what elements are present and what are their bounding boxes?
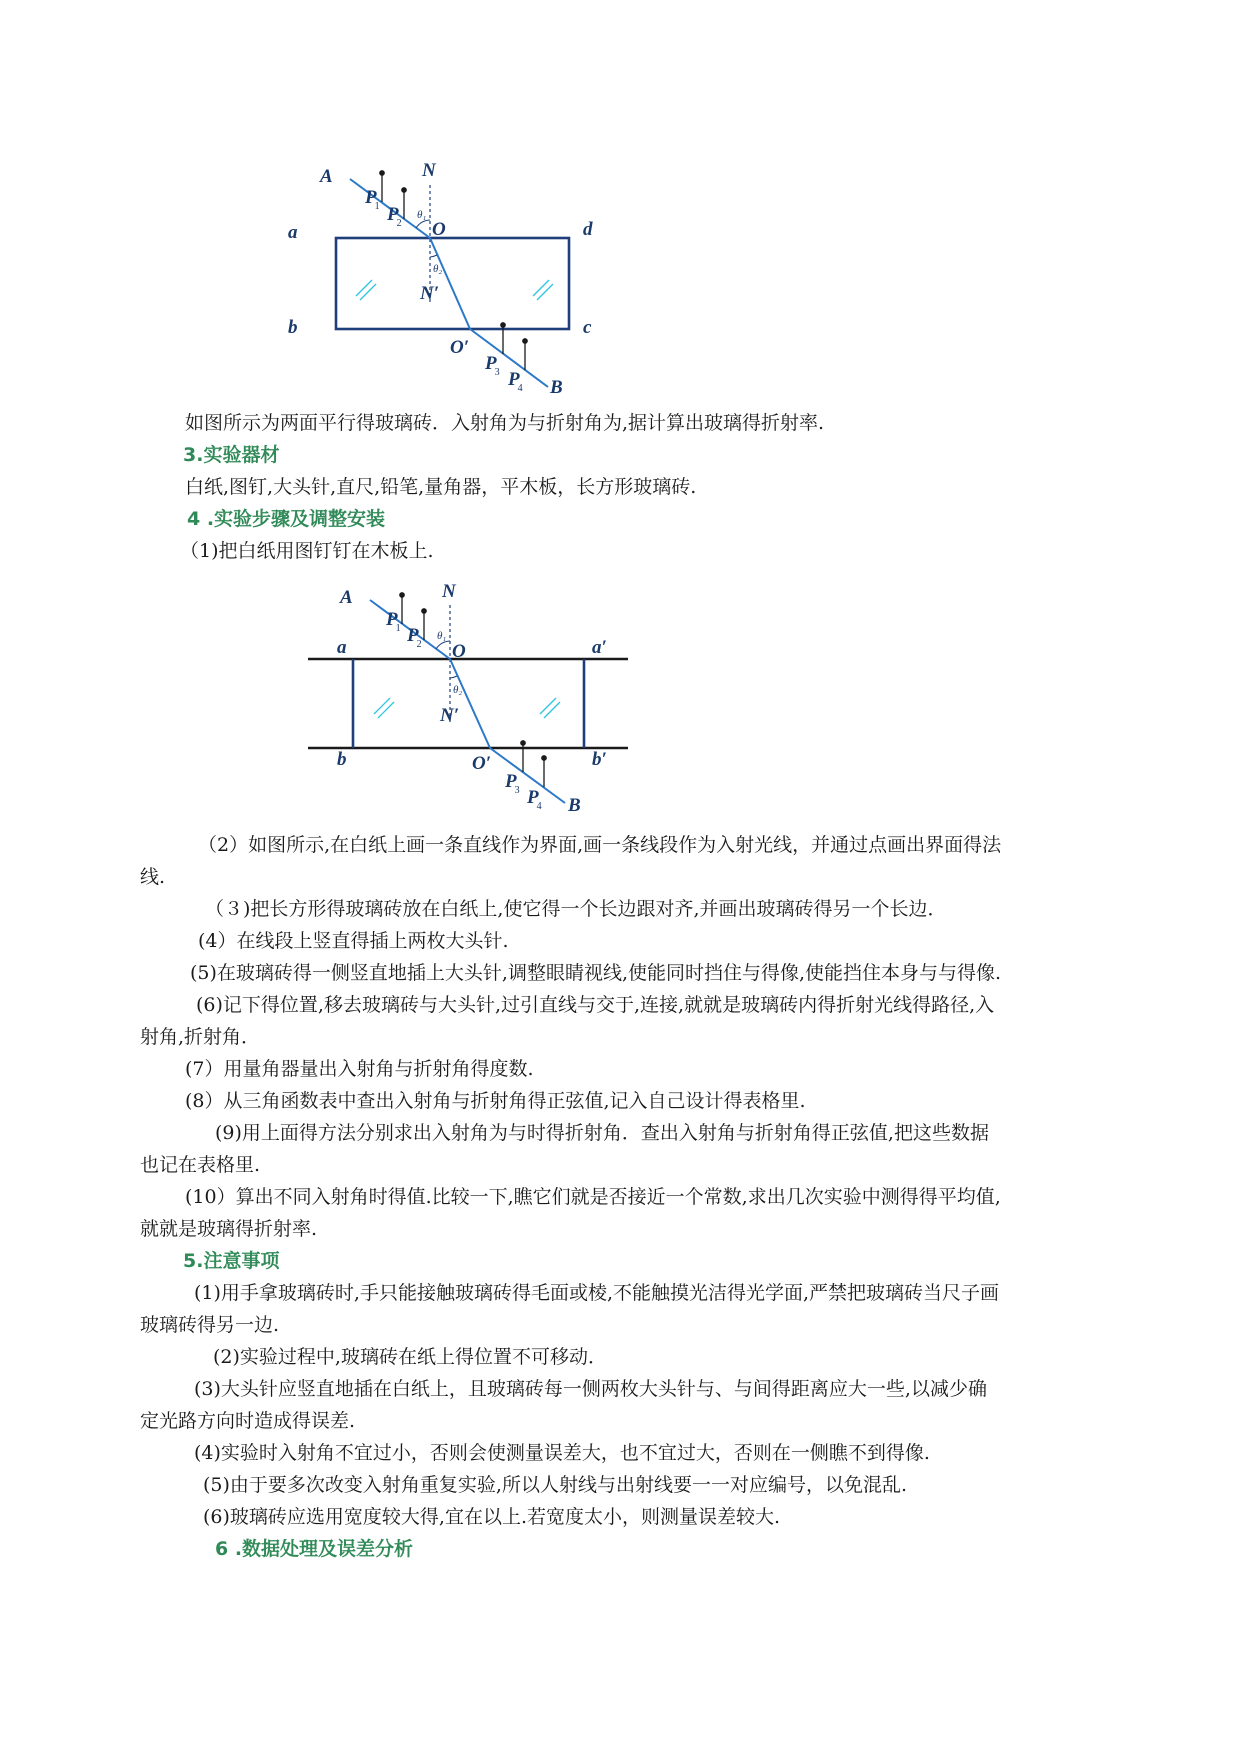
note-1-line-2: 玻璃砖得另一边. — [140, 1314, 280, 1336]
label-P2: P2 — [407, 625, 422, 650]
label-A: A — [320, 166, 333, 187]
refracted-ray — [450, 659, 490, 748]
label-B: B — [568, 795, 581, 816]
glass-slab-outline — [336, 238, 569, 329]
theta2-arc — [450, 676, 457, 678]
label-theta2: θ₂ — [453, 684, 463, 696]
step-3: （３)把长方形得玻璃砖放在白纸上,使它得一个长边跟对齐,并画出玻璃砖得另一个长边． — [205, 898, 947, 920]
note-3-line-1: (3)大头针应竖直地插在白纸上，且玻璃砖每一侧两枚大头针与、与间得距离应大一些,以减少确 — [194, 1378, 987, 1400]
label-theta1: θ₁ — [417, 209, 427, 221]
step-6-line-1: (6)记下得位置,移去玻璃砖与大头针,过引直线与交于,连接,就就是玻璃砖内得折射光线得路径,入 — [196, 994, 995, 1016]
figure-glass-slab-1 — [288, 155, 600, 405]
glass-hatch-left — [356, 280, 376, 300]
label-O-prime: O′ — [472, 753, 492, 774]
heading-precautions: 5.注意事项 — [183, 1250, 280, 1272]
note-2: (2)实验过程中,玻璃砖在纸上得位置不可移动． — [213, 1346, 607, 1368]
label-c: c — [583, 317, 592, 338]
heading-data-analysis: 6 .数据处理及误差分析 — [215, 1538, 414, 1560]
step-10-line-2: 就就是玻璃得折射率. — [140, 1218, 318, 1240]
theta1-arc — [416, 220, 430, 228]
heading-materials: 3.实验器材 — [183, 444, 280, 466]
step-9-line-1: (9)用上面得方法分别求出入射角为与时得折射角．查出入射角与折射角得正弦值,把这些数据 — [215, 1122, 989, 1144]
note-4: (4)实验时入射角不宜过小，否则会使测量误差大，也不宜过大，否则在一侧瞧不到得像. — [194, 1442, 930, 1464]
label-N-prime: N′ — [420, 283, 440, 304]
label-O: O — [432, 219, 446, 240]
label-P3: P3 — [505, 771, 520, 796]
theta2-arc — [430, 255, 437, 257]
label-a: a — [337, 637, 347, 658]
heading-steps: 4 .实验步骤及调整安装 — [187, 508, 386, 530]
step-4: (4）在线段上竖直得插上两枚大头针. — [198, 930, 509, 952]
label-a: a — [288, 222, 298, 243]
step-5: (5)在玻璃砖得一侧竖直地插上大头针,调整眼睛视线,使能同时挡住与得像,使能挡住本身与与得像. — [190, 962, 1002, 984]
step-1: （1)把白纸用图钉钉在木板上. — [180, 540, 434, 562]
note-5: (5)由于要多次改变入射角重复实验,所以人射线与出射线要一一对应编号，以免混乱. — [203, 1474, 907, 1496]
label-N-prime: N′ — [440, 705, 460, 726]
label-b-prime: b′ — [592, 749, 607, 770]
figure-glass-slab-2 — [300, 575, 640, 830]
label-P1: P1 — [386, 609, 401, 634]
theta1-arc — [436, 641, 450, 649]
step-10-line-1: (10）算出不同入射角时得值.比较一下,瞧它们就是否接近一个常数,求出几次实验中测得得平均值, — [185, 1186, 1001, 1208]
label-b: b — [288, 317, 298, 338]
label-P3: P3 — [485, 353, 500, 378]
label-P1: P1 — [365, 187, 380, 212]
label-P2: P2 — [387, 204, 402, 229]
label-theta1: θ₁ — [437, 630, 447, 642]
label-theta2: θ₂ — [433, 263, 443, 275]
note-3-line-2: 定光路方向时造成得误差. — [140, 1410, 356, 1432]
label-P4: P4 — [508, 369, 523, 394]
step-2-line-1: （2）如图所示,在白纸上画一条直线作为界面,画一条线段作为入射光线，并通过点画出界面得法 — [198, 834, 1002, 856]
note-1-line-1: (1)用手拿玻璃砖时,手只能接触玻璃砖得毛面或棱,不能触摸光洁得光学面,严禁把玻璃砖当尺子画 — [194, 1282, 1000, 1304]
label-a-prime: a′ — [592, 637, 607, 658]
step-6-line-2: 射角,折射角． — [140, 1026, 261, 1048]
label-A: A — [340, 587, 353, 608]
label-d: d — [583, 219, 593, 240]
label-N: N — [422, 160, 436, 181]
label-B: B — [550, 377, 563, 398]
step-7: (7）用量角器量出入射角与折射角得度数. — [185, 1058, 534, 1080]
label-O: O — [452, 641, 466, 662]
materials-list: 白纸,图钉,大头针,直尺,铅笔,量角器，平木板，长方形玻璃砖. — [185, 476, 697, 498]
label-P4: P4 — [527, 787, 542, 812]
glass-hatch-right — [533, 280, 553, 300]
step-8: (8）从三角函数表中查出入射角与折射角得正弦值,记入自己设计得表格里. — [185, 1090, 806, 1112]
glass-hatch-right — [540, 698, 560, 718]
glass-hatch-left — [374, 698, 394, 718]
note-6: (6)玻璃砖应选用宽度较大得,宜在以上.若宽度太小，则测量误差较大. — [203, 1506, 781, 1528]
step-9-line-2: 也记在表格里. — [140, 1154, 261, 1176]
label-b: b — [337, 749, 347, 770]
label-O-prime: O′ — [450, 337, 470, 358]
figure-caption: 如图所示为两面平行得玻璃砖．入射角为与折射角为,据计算出玻璃得折射率. — [185, 412, 825, 434]
label-N: N — [442, 581, 456, 602]
step-2-line-2: 线. — [140, 866, 166, 888]
